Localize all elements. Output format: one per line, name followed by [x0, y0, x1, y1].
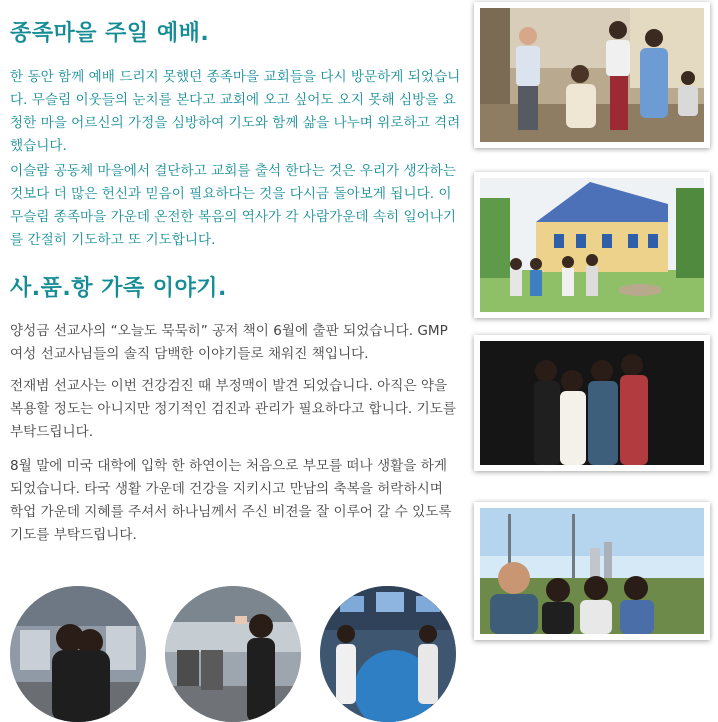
circle-photo-globe-display	[320, 586, 456, 722]
photo-family-portrait	[474, 335, 710, 471]
section2-title: 사.품.항 가족 이야기.	[10, 276, 227, 301]
photo-village-visit	[474, 2, 710, 148]
section2-paragraph-3: 8월 말에 미국 대학에 입학 한 하연이는 처음으로 부모를 떠나 생활을 하게 되었습니다. 타국 생활 가운데 건강을 지키시고 만남의 축복을 허락하시며 학업 가운데 지혜를 주셔서 하나님께서 주신 비젼을 잘 이루어 갈 수 있도록 기도를 부탁드립니다.	[10, 458, 452, 543]
circle-photo-airport-luggage	[165, 586, 301, 722]
section2-paragraph-2: 전재범 선교사는 이번 건강검진 때 부정맥이 발견 되었습니다. 아직은 약을 복용할 정도는 아니지만 정기적인 검진과 관리가 필요하다고 합니다. 기도를 부탁드립니다.	[10, 378, 456, 440]
photo-city-outing	[474, 502, 710, 640]
section1-title: 종족마을 주일 예배.	[10, 21, 210, 46]
photo-church-building	[474, 172, 710, 318]
section1-paragraph-2: 이슬람 공동체 마을에서 결단하고 교회를 출석 한다는 것은 우리가 생각하는 것보다 더 많은 헌신과 믿음이 필요하다는 것을 다시금 돌아보게 됩니다. 이 무슬림 종족마을 가운데 온전한 복음의 역사가 각 사람가운데 속히 일어나기를 간절히 기도하고 또 기도합니다.	[10, 163, 456, 248]
circle-photo-airport-hug	[10, 586, 146, 722]
section1-paragraph-1: 한 동안 함께 예배 드리지 못했던 종족마을 교회들을 다시 방문하게 되었습니다. 무슬림 이웃들의 눈치를 본다고 교회에 오고 싶어도 오지 못해 심방을 요청한 마을 어르신의 가정을 심방하여 기도와 함께 삶을 나누며 위로하고 격려했습니다.	[10, 69, 461, 154]
section2-paragraph-1: 양성금 선교사의 “오늘도 묵묵히” 공저 책이 6월에 출판 되었습니다. GMP 여성 선교사님들의 솔직 담백한 이야기들로 채워진 책입니다.	[10, 323, 448, 362]
